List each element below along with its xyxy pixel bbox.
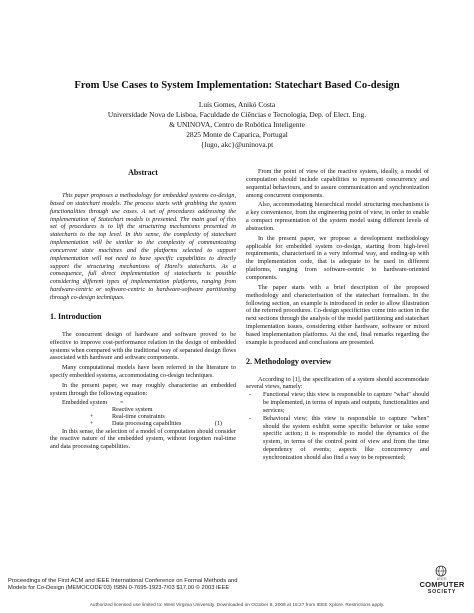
proceedings-line-1: Proceedings of the First ACM and IEEE International Conference on Formal Methods and	[8, 578, 238, 584]
equation-lhs: Embedded system	[62, 398, 108, 406]
abstract-text: This paper proposes a methodology for embedded systems co-design, based on statechart models. The process starts with grabbing the system functionalities through use cases. A set of procedures addressing the implementation of Statechart models is presented. The main goal of this set of procedures is to lift the structuring mechanisms presented in statecharts to the top level. In this sense, the complexity of statechart implementation will be similar to the complexity of communicating concurrent state machines and the platforms selected to support implementation will not need to have specific capabilities to directly support the structuring mechanisms of Harel's statecharts. As a consequence, full direct implementation of statecharts is possible considering different types of implementation platforms, ranging from hardware-centric or software-centric to hardware-software partitioning through co-design techniques.	[50, 192, 236, 301]
equation-equals: =	[120, 398, 124, 406]
equation-1	[50, 399, 236, 428]
equation-term-2: Real-time constraints	[112, 412, 165, 420]
bullet-text: Behavioral view; this view is responsible to capture "when" should the system exhibit some specific behavior or take some specific action; it is responsible to model the dynamics of the system, in terms of the control point of view and from the time dependency of events; aspects like concurrency and synchronization should also find a way to be represented;	[263, 414, 429, 461]
ieee-emblem-icon	[435, 565, 447, 577]
proceedings-footnote	[8, 578, 348, 592]
paper-title: From Use Cases to System Implementation: Statechart Based Co-design	[74, 80, 400, 91]
list-item	[246, 391, 429, 415]
logo-computer-text: COMPUTER	[419, 580, 465, 589]
bullet-marker: -	[249, 391, 252, 399]
right-paragraph-1: From the point of view of the reactive system, ideally, a model of computation should include capabilities to represent concurrency and sequential behaviours, and to assure communication and synchronization among concurrent components.	[246, 168, 429, 199]
author-affiliation-2: & UNINOVA, Centro de Robótica Inteligente	[169, 120, 305, 130]
equation-term-3: Data processing capabilities	[112, 419, 182, 427]
methodology-paragraph-1: According to [1], the specification of a system should accommodate several views, namely:	[246, 375, 429, 391]
section-2-heading: 2. Methodology overview	[246, 356, 332, 366]
authorized-use-notice: Authorized licensed use limited to: West Virginia University. Downloaded on October 8, 2008 at 15:27 from IEEE Xplore. Restrictions apply.	[89, 603, 385, 608]
equation-term-1: Reactive system	[112, 405, 153, 413]
logo-small-text: IEEE	[437, 577, 447, 581]
intro-paragraph-4: In this sense, the selection of a model of computation should consider the reactive nature of the embedded system, without forgotten real-time and data processing capabilities.	[50, 427, 236, 451]
right-paragraph-4: The paper starts with a brief description of the proposed methodology and characterisation of the statechart formalism. In the following section, an example is introduced in order to allow illustration of the referred procedures. Co-design specificities come into action in the next sections through the analysis of the model partitioning and statechart implementation issues, considering either hardware, software or mixed based implementation platforms. At the end, final remarks regarding the example is produced and conclusions are presented.	[246, 283, 429, 346]
author-block	[0, 100, 474, 150]
author-names: Luís Gomes, Anikó Costa	[198, 100, 276, 109]
author-email: {lugo, akc}@uninova.pt	[200, 140, 274, 150]
computer-society-logo	[418, 571, 466, 599]
right-paragraph-3: In the present paper, we propose a development methodology applicable for embedded system co-design, starting from high-level requirements, characterised in a very informal way, and ending-up with the implementation code, that is adequate to be used in different platforms, ranging from software-centric to hardware-oriented components.	[246, 234, 429, 281]
intro-paragraph-1: The concurrent design of hardware and software proved to be effective to improve cost-performance relation in the design of embedded systems when compared with the traditional way of separated design flows associated with hardware and software components.	[50, 330, 236, 362]
author-affiliation: Universidade Nova de Lisboa, Faculdade de Ciências e Tecnologia, Dep. of Elect. Eng.	[107, 110, 367, 120]
equation-plus: +	[90, 412, 94, 420]
right-paragraph-2: Also, accommodating hierarchical model structuring mechanisms is a key convenience, from the engineering point of view, in order to enable a compact representation of the system model using different levels of abstraction.	[246, 201, 429, 232]
equation-plus: +	[90, 419, 94, 427]
list-item	[246, 415, 429, 462]
intro-paragraph-3: In the present paper, we may roughly characterise an embedded system through the following equation:	[50, 381, 236, 397]
section-1-heading: 1. Introduction	[50, 311, 102, 321]
author-address: 2825 Monte de Caparica, Portugal	[186, 130, 288, 140]
bullet-text: Functional view; this view is responsible to capture "what" should be implemented, in terms of inputs and outputs, functionalities and services;	[263, 391, 429, 414]
bullet-marker: -	[249, 414, 252, 422]
intro-paragraph-2: Many computational models have been referred in the literature to specify embedded systems, accommodating co-design techniques.	[50, 364, 236, 380]
logo-society-text: SOCIETY	[427, 589, 457, 595]
right-column	[246, 168, 429, 462]
proceedings-line-2: Models for Co-Design (MEMOCODE'03) ISBN 0-7695-1923-7/03 $17.00 © 2003 IEEE	[8, 585, 230, 592]
left-column	[50, 168, 236, 451]
equation-number: (1)	[214, 419, 222, 427]
abstract-heading: Abstract	[128, 168, 158, 177]
